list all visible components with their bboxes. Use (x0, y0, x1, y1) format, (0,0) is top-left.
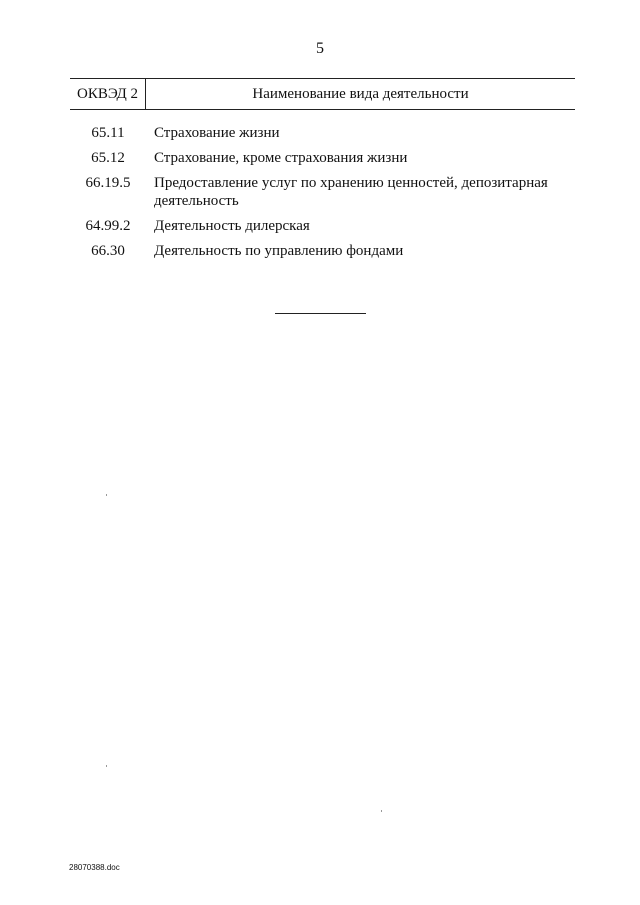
activity-name: Деятельность по управлению фондами (154, 243, 404, 259)
activity-name: Страхование жизни (154, 125, 280, 141)
okved-code: 64.99.2 (85, 218, 131, 234)
table-row (70, 149, 575, 167)
footer-filename: 28070388.doc (69, 863, 120, 872)
scan-speck (381, 810, 382, 812)
end-rule-divider (275, 313, 366, 314)
activity-list (70, 124, 575, 267)
activity-name: Деятельность дилерская (154, 218, 310, 234)
okved-code: 66.30 (91, 243, 125, 259)
header-activity-name: Наименование вида деятельности (252, 85, 469, 102)
activity-name: Страхование, кроме страхования жизни (154, 150, 408, 166)
page-number: 5 (316, 40, 324, 57)
scan-speck (106, 494, 107, 496)
header-okved-code: ОКВЭД 2 (70, 79, 146, 109)
table-row (70, 242, 575, 260)
okved-code: 65.11 (91, 125, 125, 141)
scan-speck (106, 765, 107, 767)
okved-code: 65.12 (91, 150, 125, 166)
activity-name: Предоставление услуг по хранению ценностей, депозитарная деятельность (154, 175, 548, 209)
table-header (70, 78, 575, 110)
okved-code: 66.19.5 (85, 175, 131, 191)
table-row (70, 124, 575, 142)
table-row (70, 174, 575, 210)
table-row (70, 217, 575, 235)
